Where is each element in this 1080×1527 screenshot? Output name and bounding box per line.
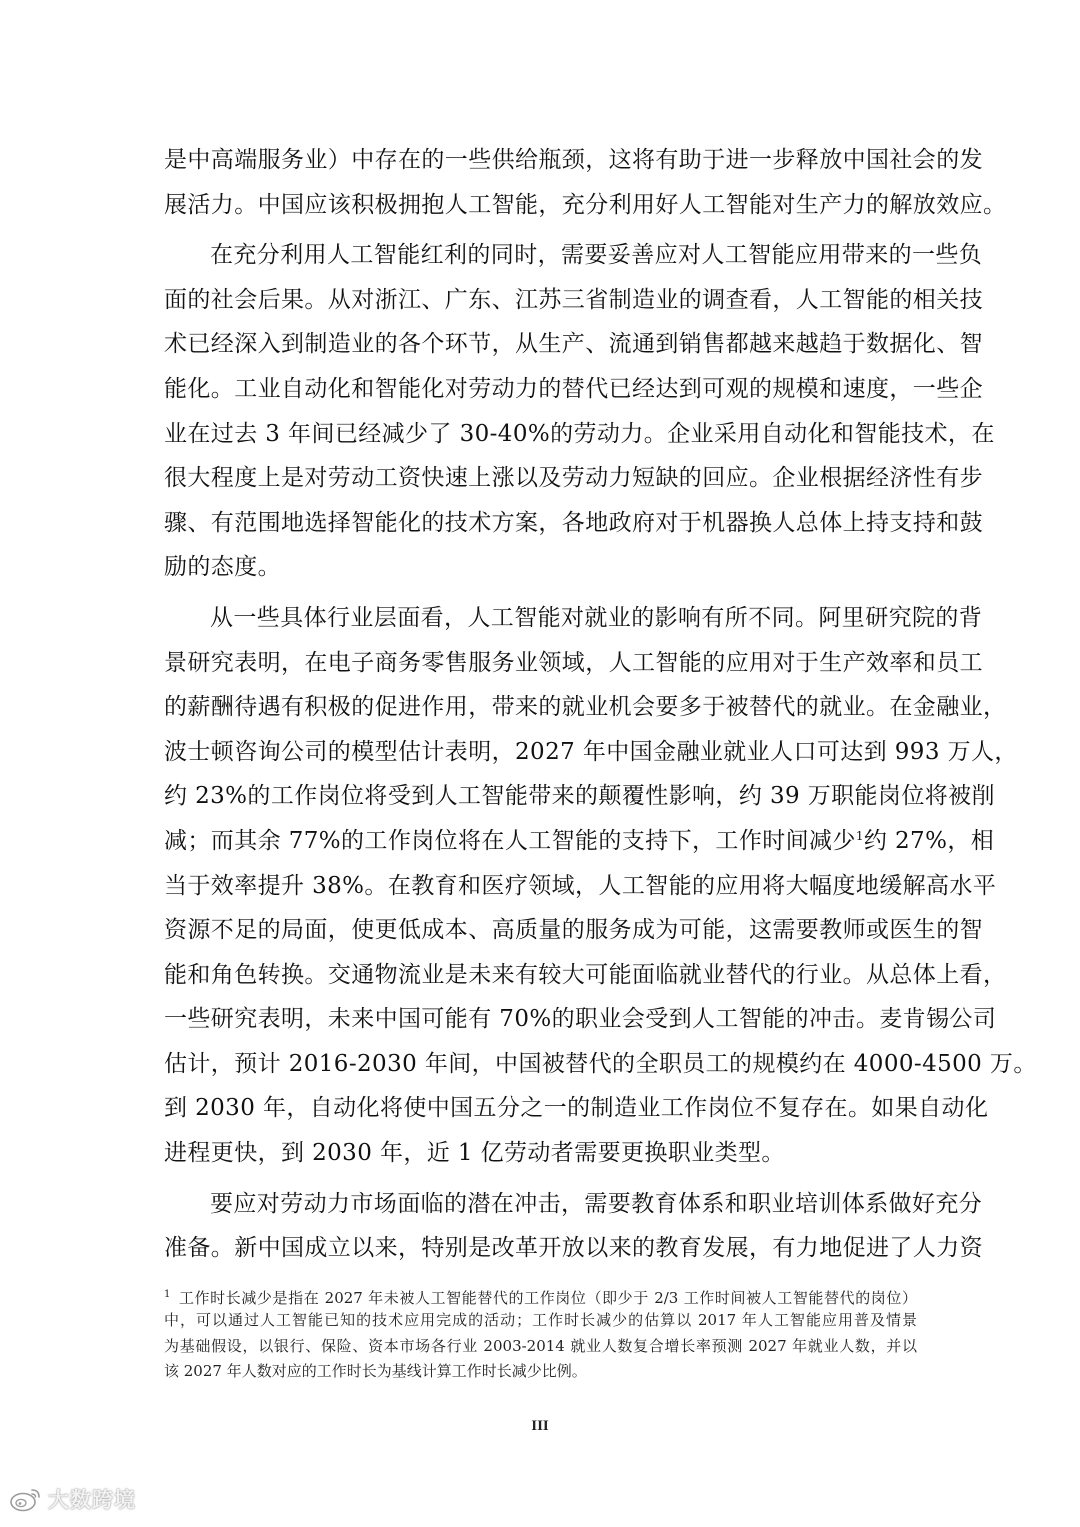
text-line: 很大程度上是对劳动工资快速上涨以及劳动力短缺的回应。企业根据经济性有步 xyxy=(164,465,983,492)
text-line: 到 2030 年，自动化将使中国五分之一的制造业工作岗位不复存在。如果自动化 xyxy=(164,1095,989,1122)
text-line: 准备。新中国成立以来，特别是改革开放以来的教育发展，有力地促进了人力资 xyxy=(164,1235,983,1262)
watermark-text: 大数跨境 xyxy=(48,1488,136,1512)
footnote-line: 为基础假设，以银行、保险、资本市场各行业 2003-2014 就业人数复合增长率预测 2027 年就业人数，并以 xyxy=(164,1336,917,1355)
text-line: 进程更快，到 2030 年，近 1 亿劳动者需要更换职业类型。 xyxy=(164,1140,785,1167)
text-line: 的薪酬待遇有积极的促进作用，带来的就业机会要多于被替代的就业。在金融业， xyxy=(164,694,1007,721)
page-number: III xyxy=(531,1418,549,1434)
footnote-text: 工作时长减少是指在 2027 年未被人工智能替代的工作岗位（即少于 2/3 工作时间被人工智能替代的岗位） xyxy=(178,1289,917,1307)
text-line: 展活力。中国应该积极拥抱人工智能，充分利用好人工智能对生产力的解放效应。 xyxy=(164,191,1007,218)
text-line: 估计，预计 2016-2030 年间，中国被替代的全职员工的规模约在 4000-4500 万。 xyxy=(164,1050,1037,1077)
footnote-line: 中，可以通过人工智能已知的技术应用完成的活动；工作时长减少的估算以 2017 年人工智能应用普及情景 xyxy=(164,1310,917,1329)
text-line: 约 23%的工作岗位将受到人工智能带来的颠覆性影响，约 39 万职能岗位将被削 xyxy=(164,783,995,810)
text-line: 一些研究表明，未来中国可能有 70%的职业会受到人工智能的冲击。麦肯锡公司 xyxy=(164,1006,997,1033)
footnote-marker: 1 xyxy=(164,1289,171,1300)
paragraph-first-line: 在充分利用人工智能红利的同时，需要妥善应对人工智能应用带来的一些负 xyxy=(210,242,983,269)
text-line: 术已经深入到制造业的各个环节，从生产、流通到销售都越来越趋于数据化、智 xyxy=(164,331,983,358)
footnote xyxy=(164,1282,917,1385)
body-text xyxy=(164,138,1037,1271)
text-line: 资源不足的局面，使更低成本、高质量的服务成为可能，这需要教师或医生的智 xyxy=(164,917,983,944)
text-line-with-footnote-ref xyxy=(164,819,995,864)
text-line: 能和角色转换。交通物流业是未来有较大可能面临就业替代的行业。从总体上看， xyxy=(164,961,1007,988)
text-line: 面的社会后果。从对浙江、广东、江苏三省制造业的调查看，人工智能的相关技 xyxy=(164,286,983,313)
text-line: 景研究表明，在电子商务零售服务业领域，人工智能的应用对于生产效率和员工 xyxy=(164,649,983,676)
paragraph-first-line: 从一些具体行业层面看，人工智能对就业的影响有所不同。阿里研究院的背 xyxy=(210,604,983,631)
footnote-line xyxy=(164,1282,917,1308)
paragraph-first-line: 要应对劳动力市场面临的潜在冲击，需要教育体系和职业培训体系做好充分 xyxy=(210,1190,983,1217)
text-segment: 减；而其余 77%的工作岗位将在人工智能的支持下，工作时间减少 xyxy=(164,827,856,854)
text-line: 励的态度。 xyxy=(164,554,281,581)
footnote-line: 该 2027 年人数对应的工作时长为基线计算工作时长减少比例。 xyxy=(164,1362,587,1381)
text-line: 当于效率提升 38%。在教育和医疗领域，人工智能的应用将大幅度地缓解高水平 xyxy=(164,872,997,899)
text-line: 是中高端服务业）中存在的一些供给瓶颈，这将有助于进一步释放中国社会的发 xyxy=(164,147,983,173)
text-line: 能化。工业自动化和智能化对劳动力的替代已经达到可观的规模和速度，一些企 xyxy=(164,375,983,402)
text-line: 波士顿咨询公司的模型估计表明，2027 年中国金融业就业人口可达到 993 万人， xyxy=(164,738,1018,765)
weibo-logo-icon xyxy=(8,1484,44,1514)
footnote-reference[interactable]: 1 xyxy=(855,828,864,843)
text-line: 业在过去 3 年间已经减少了 30-40%的劳动力。企业采用自动化和智能技术，在 xyxy=(164,420,995,447)
text-segment: 约 27%，相 xyxy=(863,827,995,854)
watermark xyxy=(8,1481,136,1517)
text-line: 骤、有范围地选择智能化的技术方案，各地政府对于机器换人总体上持支持和鼓 xyxy=(164,509,983,536)
